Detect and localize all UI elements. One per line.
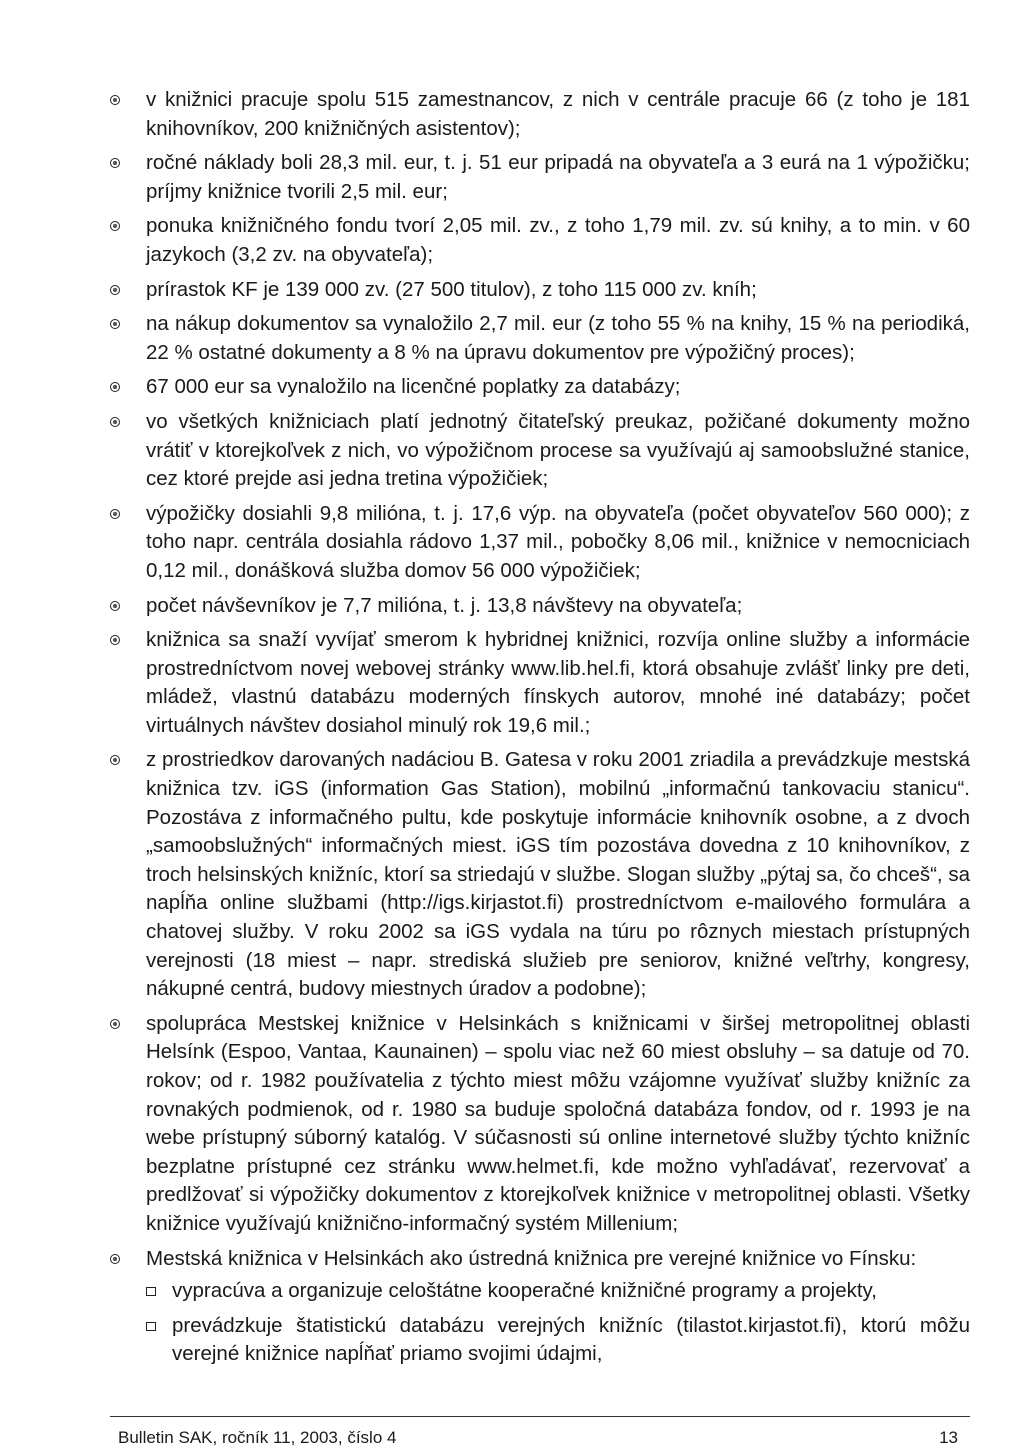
sub-list-item-text: vypracúva a organizuje celoštátne kooperačné knižničné programy a projekty, bbox=[172, 1279, 877, 1303]
list-item bbox=[110, 149, 970, 206]
bullet-icon bbox=[110, 285, 120, 295]
list-item bbox=[110, 373, 970, 402]
list-item bbox=[110, 212, 970, 269]
bullet-icon bbox=[110, 417, 120, 427]
bullet-icon bbox=[110, 95, 120, 105]
list-item-text: ponuka knižničného fondu tvorí 2,05 mil. zv., z toho 1,79 mil. zv. sú knihy, a to min. v 60 jazykoch (3,2 zv. na obyvateľa); bbox=[146, 214, 970, 266]
list-item-text: Mestská knižnica v Helsinkách ako ústredná knižnica pre verejné knižnice vo Fínsku: bbox=[146, 1246, 917, 1270]
bullet-icon bbox=[110, 1254, 120, 1264]
list-item-text: z prostriedkov darovaných nadáciou B. Gatesa v roku 2001 zriadila a prevádzkuje mestská knižnica tzv. iGS (information Gas Station), mobilnú „informačnú tankovaciu stanicu“. Pozostáva z informačného pultu, kde poskytuje informácie knihovník osobne, a z dvoch „samoobslužných“ informačných miest. iGS tím pozostáva dovedna z 10 knihovníkov, z troch helsinských knižníc, ktorí sa striedajú v službe. Slogan služby „pýtaj sa, čo chceš“, sa napĺňa online službami (http://igs.kirjastot.fi) prostredníctvom e-mailového formulára a chatovej služby. V roku 2002 sa iGS vydala na túru po rôznych miestach prístupných verejnosti (18 miest – napr. strediská služieb pre seniorov, knižné veľtrhy, kongresy, nákupné centrá, budovy miestnych úradov a podobne); bbox=[146, 748, 970, 1001]
bullet-list bbox=[110, 86, 970, 1369]
page-content bbox=[110, 86, 970, 1375]
list-item-text: vo všetkých knižniciach platí jednotný čitateľský preukaz, požičané dokumenty možno vrátiť v ktorejkoľvek z nich, vo výpožičnom procese sa využívajú aj samoobslužné stanice, cez ktoré prejde asi jedna tretina výpožičiek; bbox=[146, 409, 970, 491]
list-item bbox=[110, 408, 970, 494]
page-number: 13 bbox=[939, 1428, 958, 1447]
list-item bbox=[110, 626, 970, 740]
bullet-icon bbox=[110, 509, 120, 519]
list-item-text: prírastok KF je 139 000 zv. (27 500 titulov), z toho 115 000 zv. kníh; bbox=[146, 277, 757, 301]
list-item bbox=[110, 1010, 970, 1239]
bullet-icon bbox=[110, 319, 120, 329]
square-bullet-icon bbox=[146, 1322, 156, 1331]
list-item-text: ročné náklady boli 28,3 mil. eur, t. j. 51 eur pripadá na obyvateľa a 3 eurá na 1 výpožičku; príjmy knižnice tvorili 2,5 mil. eur; bbox=[146, 151, 970, 203]
square-bullet-icon bbox=[146, 1287, 156, 1296]
list-item-text: výpožičky dosiahli 9,8 milióna, t. j. 17,6 výp. na obyvateľa (počet obyvateľov 560 000); z toho napr. centrála dosiahla rádovo 1,37 mil., pobočky 8,06 mil., knižnice v nemocniciach 0,12 mil., donášková služba domov 56 000 výpožičiek; bbox=[146, 501, 970, 582]
list-item bbox=[110, 86, 970, 143]
bullet-icon bbox=[110, 755, 120, 765]
publication-info: Bulletin SAK, ročník 11, 2003, číslo 4 bbox=[118, 1428, 397, 1447]
bullet-icon bbox=[110, 158, 120, 168]
bullet-icon bbox=[110, 601, 120, 611]
list-item-text: na nákup dokumentov sa vynaložilo 2,7 mil. eur (z toho 55 % na knihy, 15 % na periodiká, 22 % ostatné dokumenty a 8 % na úpravu dokumentov pre výpožičný proces); bbox=[146, 312, 970, 364]
list-item bbox=[110, 746, 970, 1003]
sub-list-item-text: prevádzkuje štatistickú databázu verejných knižníc (tilastot.kirjastot.fi), ktorú môžu verejné knižnice napĺňať priamo svojimi údajmi, bbox=[172, 1313, 970, 1366]
list-item-text: 67 000 eur sa vynaložilo na licenčné poplatky za databázy; bbox=[146, 375, 681, 399]
list-item bbox=[110, 500, 970, 586]
bullet-icon bbox=[110, 1019, 120, 1029]
list-item-text: počet návševníkov je 7,7 milióna, t. j. 13,8 návštevy na obyvateľa; bbox=[146, 593, 743, 617]
list-item-text: v knižnici pracuje spolu 515 zamestnancov, z nich v centrále pracuje 66 (z toho je 181 knihovníkov, 200 knižničných asistentov); bbox=[146, 88, 970, 140]
bullet-icon bbox=[110, 221, 120, 231]
list-item-text: spolupráca Mestskej knižnice v Helsinkách s knižnicami v širšej metropolitnej oblasti Helsínk (Espoo, Vantaa, Kaunainen) – spolu viac než 60 miest obsluhy – sa datuje od 70. rokov; od r. 1982 používatelia z týchto miest môžu vzájomne využívať služby knižníc za rovnakých podmienok, od r. 1980 sa buduje spoločná databáza fondov, od r. 1993 je na webe prístupný súborný katalóg. V súčasnosti sú online internetové služby týchto knižníc bezplatne prístupné cez stránku www.helmet.fi, kde možno vyhľadávať, rezervovať a predlžovať si výpožičky dokumentov z ktorejkoľvek knižnice v metropolitnej oblasti. Všetky knižnice využívajú knižnično-informačný systém Millenium; bbox=[146, 1011, 970, 1235]
bullet-icon bbox=[110, 635, 120, 645]
bullet-icon bbox=[110, 382, 120, 392]
sub-list bbox=[146, 1277, 970, 1369]
list-item bbox=[110, 592, 970, 621]
page-footer bbox=[118, 1428, 958, 1448]
list-item bbox=[110, 1245, 970, 1369]
sub-list-item bbox=[146, 1277, 970, 1306]
footer-divider bbox=[110, 1416, 970, 1417]
list-item bbox=[110, 310, 970, 367]
sub-list-item bbox=[146, 1312, 970, 1369]
list-item bbox=[110, 276, 970, 305]
list-item-text: knižnica sa snaží vyvíjať smerom k hybridnej knižnici, rozvíja online služby a informácie prostredníctvom novej webovej stránky www.lib.hel.fi, ktorá obsahuje zvlášť linky pre deti, mládež, vlastnú databázu moderných fínskych autorov, mnohé iné databázy; počet virtuálnych návštev dosiahol minulý rok 19,6 mil.; bbox=[146, 628, 970, 737]
